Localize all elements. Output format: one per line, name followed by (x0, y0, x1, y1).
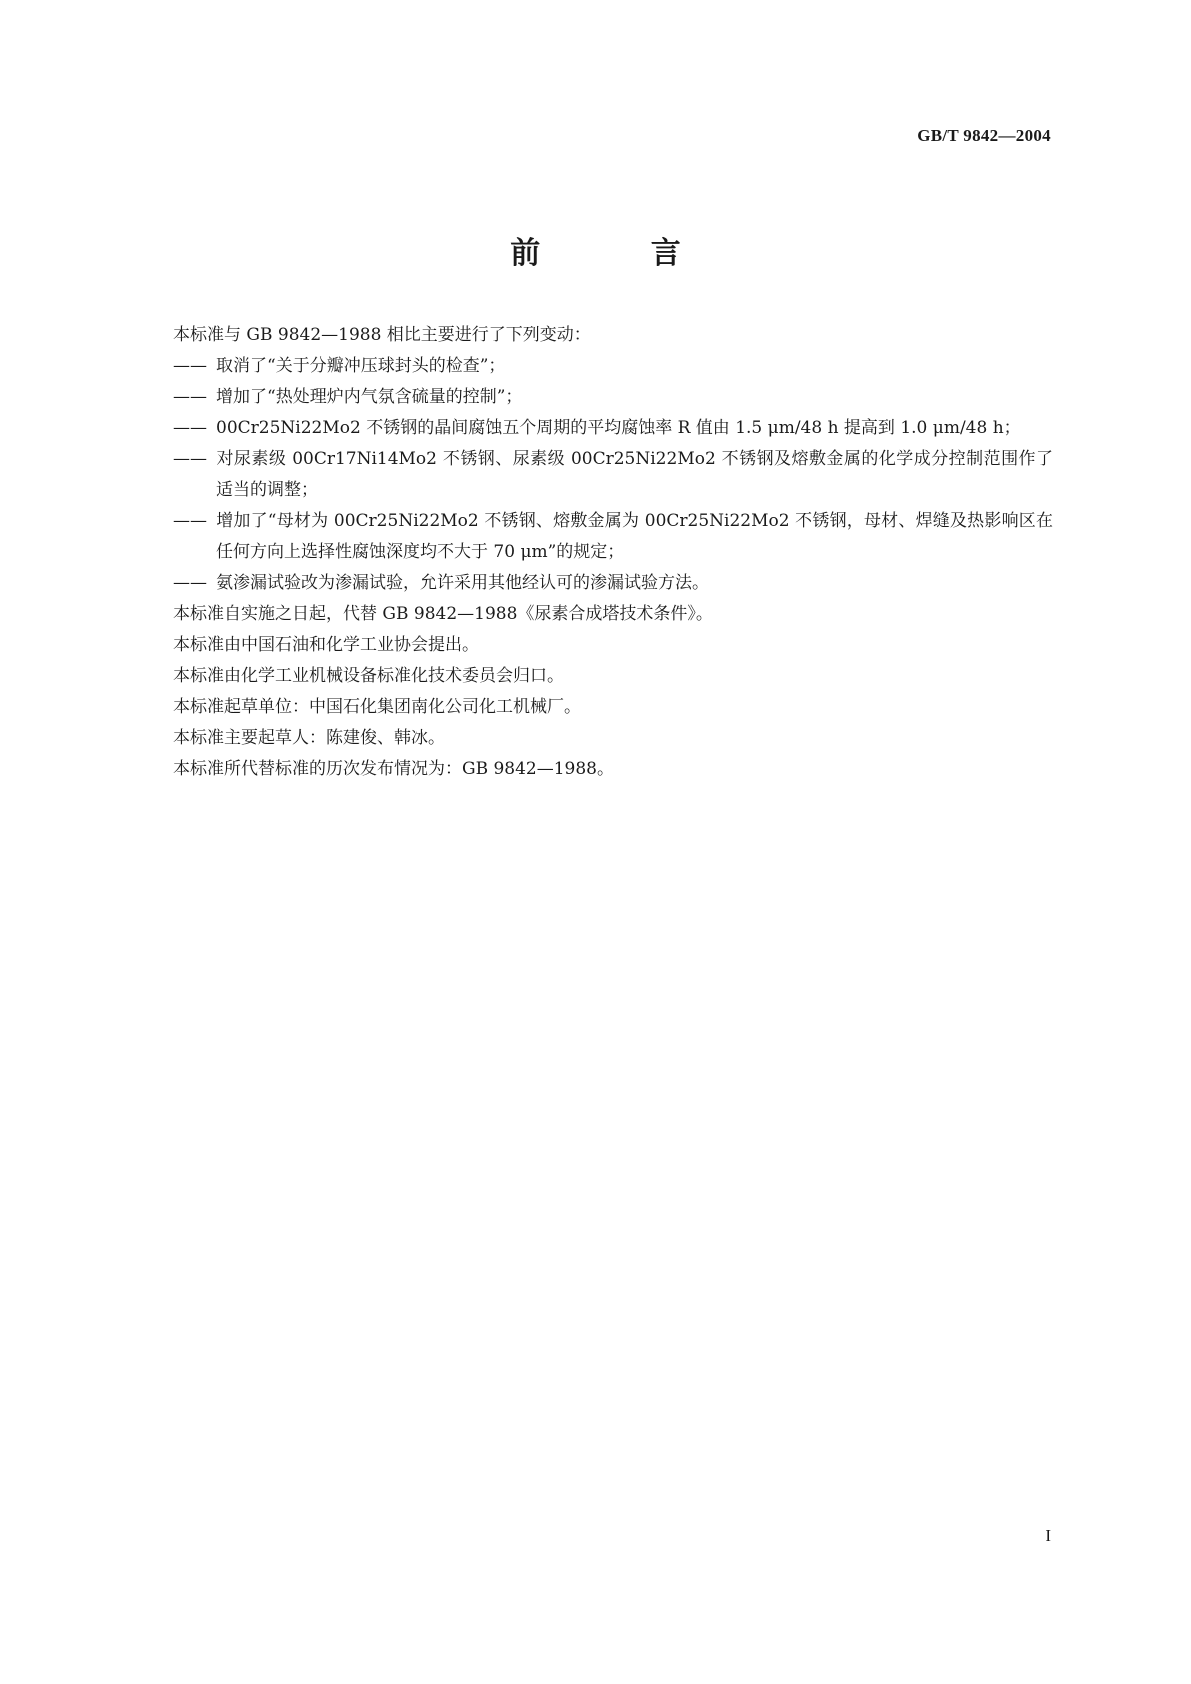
page-number: I (1045, 1526, 1051, 1545)
list-item-text: 增加了“热处理炉内气氛含硫量的控制”； (216, 387, 523, 407)
committee-statement: 本标准由化学工业机械设备标准化技术委员会归口。 (173, 666, 564, 686)
list-item-text: 对尿素级 00Cr17Ni14Mo2 不锈钢、尿素级 00Cr25Ni22Mo2 不锈钢及熔敷金属的化学成分控制范围作了适当的调整； (216, 449, 1053, 500)
intro-paragraph: 本标准与 GB 9842—1988 相比主要进行了下列变动： (173, 325, 591, 345)
dash-marker: —— (173, 573, 207, 593)
standard-code: GB/T 9842—2004 (917, 126, 1051, 145)
dash-marker: —— (173, 511, 207, 531)
changes-list (173, 351, 1053, 599)
page-title: 前 言 (510, 236, 731, 271)
list-item (173, 506, 1053, 568)
list-item-text: 增加了“母材为 00Cr25Ni22Mo2 不锈钢、熔敷金属为 00Cr25Ni22Mo2 不锈钢，母材、焊缝及热影响区在任何方向上选择性腐蚀深度均不大于 70 μm”的规定； (216, 511, 1053, 562)
list-item-text: 氨渗漏试验改为渗漏试验，允许采用其他经认可的渗漏试验方法。 (216, 573, 709, 593)
drafters-statement: 本标准主要起草人：陈建俊、韩冰。 (173, 728, 445, 748)
replacement-statement: 本标准自实施之日起，代替 GB 9842—1988《尿素合成塔技术条件》。 (173, 604, 713, 624)
list-item (173, 413, 1053, 444)
dash-marker: —— (173, 418, 207, 438)
list-item (173, 382, 1053, 413)
dash-marker: —— (173, 356, 207, 376)
list-item (173, 444, 1053, 506)
dash-marker: —— (173, 449, 207, 469)
proposer-statement: 本标准由中国石油和化学工业协会提出。 (173, 635, 479, 655)
release-history-statement: 本标准所代替标准的历次发布情况为：GB 9842—1988。 (173, 759, 615, 779)
list-item (173, 568, 1053, 599)
drafting-unit-statement: 本标准起草单位：中国石化集团南化公司化工机械厂。 (173, 697, 581, 717)
list-item-text: 00Cr25Ni22Mo2 不锈钢的晶间腐蚀五个周期的平均腐蚀率 R 值由 1.5 μm/48 h 提高到 1.0 μm/48 h； (216, 418, 1021, 438)
dash-marker: —— (173, 387, 207, 407)
list-item-text: 取消了“关于分瓣冲压球封头的检查”； (216, 356, 506, 376)
foreword-body (173, 320, 1053, 785)
list-item (173, 351, 1053, 382)
